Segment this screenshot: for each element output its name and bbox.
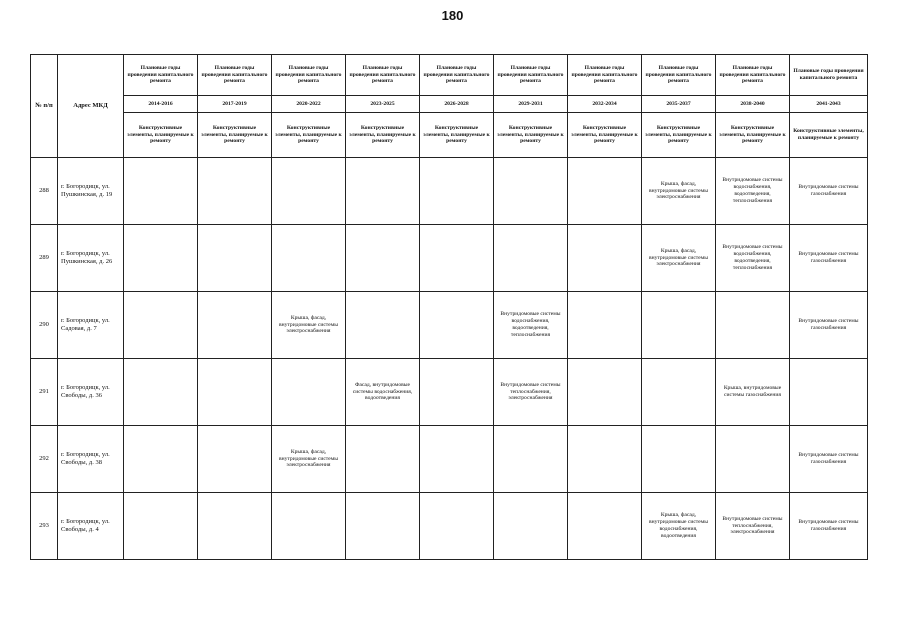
repair-cell: Внутридомовые системы газоснабжения <box>790 292 868 359</box>
repair-cell: Крыша, фасад, внутридомовые системы электроснабжения <box>642 158 716 225</box>
repair-cell: Внутридомовые системы газоснабжения <box>790 225 868 292</box>
repair-cell <box>272 158 346 225</box>
elements-header: Конструктивные элементы, планируемые к ремонту <box>494 113 568 158</box>
repair-cell <box>124 359 198 426</box>
table-row <box>31 493 868 560</box>
repair-cell: Внутридомовые системы водоснабжения, водоотведения, теплоснабжения <box>716 225 790 292</box>
repair-cell <box>642 426 716 493</box>
repair-cell: Крыша, внутридомовые системы газоснабжения <box>716 359 790 426</box>
capital-repair-table <box>30 54 868 560</box>
repair-cell <box>568 359 642 426</box>
repair-cell: Внутридомовые системы газоснабжения <box>790 493 868 560</box>
repair-cell <box>568 225 642 292</box>
address-column-header: Адрес МКД <box>58 55 124 158</box>
row-address: г. Богородицк, ул. Свободы, д. 4 <box>58 493 124 560</box>
repair-cell <box>346 426 420 493</box>
repair-cell <box>716 292 790 359</box>
repair-cell <box>346 292 420 359</box>
repair-cell <box>420 292 494 359</box>
period-title: Плановые годы проведения капитального ремонта <box>568 55 642 96</box>
repair-cell <box>272 493 346 560</box>
elements-header: Конструктивные элементы, планируемые к ремонту <box>272 113 346 158</box>
elements-header: Конструктивные элементы, планируемые к ремонту <box>568 113 642 158</box>
table-row <box>31 426 868 493</box>
elements-header: Конструктивные элементы, планируемые к ремонту <box>716 113 790 158</box>
elements-header: Конструктивные элементы, планируемые к ремонту <box>124 113 198 158</box>
repair-cell <box>420 225 494 292</box>
period-years: 2020-2022 <box>272 96 346 113</box>
repair-cell <box>198 225 272 292</box>
row-address: г. Богородицк, ул. Садовая, д. 7 <box>58 292 124 359</box>
period-years: 2038-2040 <box>716 96 790 113</box>
repair-cell: Внутридомовые системы водоснабжения, водоотведения, теплоснабжения <box>494 292 568 359</box>
elements-header: Конструктивные элементы, планируемые к ремонту <box>346 113 420 158</box>
repair-cell <box>568 292 642 359</box>
page-number: 180 <box>441 8 464 23</box>
table-row <box>31 292 868 359</box>
row-address: г. Богородицк, ул. Пушкинская, д. 19 <box>58 158 124 225</box>
repair-cell <box>494 225 568 292</box>
repair-cell: Крыша, фасад, внутридомовые системы электроснабжения <box>642 225 716 292</box>
period-years: 2029-2031 <box>494 96 568 113</box>
repair-cell <box>272 359 346 426</box>
row-address: г. Богородицк, ул. Свободы, д. 38 <box>58 426 124 493</box>
table-row <box>31 359 868 426</box>
period-title: Плановые годы проведения капитального ремонта <box>420 55 494 96</box>
elements-header: Конструктивные элементы, планируемые к ремонту <box>198 113 272 158</box>
repair-cell <box>494 493 568 560</box>
repair-cell <box>346 493 420 560</box>
row-address: г. Богородицк, ул. Пушкинская, д. 26 <box>58 225 124 292</box>
row-number: 292 <box>31 426 58 493</box>
period-years: 2035-2037 <box>642 96 716 113</box>
repair-cell: Крыша, фасад, внутридомовые системы электроснабжения <box>272 426 346 493</box>
period-title: Плановые годы проведения капитального ремонта <box>642 55 716 96</box>
repair-cell <box>642 292 716 359</box>
repair-cell <box>420 158 494 225</box>
period-title: Плановые годы проведения капитального ремонта <box>346 55 420 96</box>
period-years: 2026-2028 <box>420 96 494 113</box>
elements-header: Конструктивные элементы, планируемые к ремонту <box>420 113 494 158</box>
row-number: 293 <box>31 493 58 560</box>
repair-cell <box>198 493 272 560</box>
elements-header: Конструктивные элементы, планируемые к ремонту <box>642 113 716 158</box>
repair-cell <box>346 158 420 225</box>
repair-cell: Фасад, внутридомовые системы водоснабжения, водоотведения <box>346 359 420 426</box>
repair-cell <box>198 426 272 493</box>
row-number: 289 <box>31 225 58 292</box>
repair-cell: Крыша, фасад, внутридомовые системы электроснабжения <box>272 292 346 359</box>
repair-cell <box>790 359 868 426</box>
repair-cell: Внутридомовые системы теплоснабжения, электроснабжения <box>716 493 790 560</box>
repair-cell: Внутридомовые системы теплоснабжения, электроснабжения <box>494 359 568 426</box>
table-row <box>31 158 868 225</box>
row-number: 288 <box>31 158 58 225</box>
elements-header: Конструктивные элементы, планируемые к ремонту <box>790 113 868 158</box>
repair-cell: Внутридомовые системы водоснабжения, водоотведения, теплоснабжения <box>716 158 790 225</box>
period-years: 2017-2019 <box>198 96 272 113</box>
repair-cell <box>124 292 198 359</box>
repair-cell <box>420 359 494 426</box>
repair-cell <box>124 493 198 560</box>
table-row <box>31 225 868 292</box>
row-number: 290 <box>31 292 58 359</box>
repair-cell: Крыша, фасад, внутридомовые системы водоснабжения, водоотведения <box>642 493 716 560</box>
row-address: г. Богородицк, ул. Свободы, д. 36 <box>58 359 124 426</box>
repair-cell: Внутридомовые системы газоснабжения <box>790 158 868 225</box>
repair-cell <box>124 426 198 493</box>
period-title: Плановые годы проведения капитального ремонта <box>272 55 346 96</box>
repair-cell <box>494 426 568 493</box>
period-years: 2023-2025 <box>346 96 420 113</box>
repair-cell <box>568 158 642 225</box>
repair-cell <box>124 158 198 225</box>
repair-cell <box>198 158 272 225</box>
period-years: 2041-2043 <box>790 96 868 113</box>
repair-cell <box>716 426 790 493</box>
repair-cell <box>124 225 198 292</box>
repair-cell <box>568 493 642 560</box>
period-title: Плановые годы проведения капитального ремонта <box>716 55 790 96</box>
repair-cell <box>494 158 568 225</box>
repair-cell <box>642 359 716 426</box>
period-title: Плановые годы проведения капитального ремонта <box>494 55 568 96</box>
repair-cell <box>568 426 642 493</box>
num-column-header: № п/п <box>31 55 58 158</box>
repair-cell <box>346 225 420 292</box>
period-title: Плановые годы проведения капитального ремонта <box>790 55 868 96</box>
repair-cell <box>420 493 494 560</box>
period-title: Плановые годы проведения капитального ремонта <box>124 55 198 96</box>
repair-cell <box>198 292 272 359</box>
repair-cell <box>198 359 272 426</box>
row-number: 291 <box>31 359 58 426</box>
repair-cell <box>272 225 346 292</box>
repair-cell <box>420 426 494 493</box>
period-title: Плановые годы проведения капитального ремонта <box>198 55 272 96</box>
period-years: 2032-2034 <box>568 96 642 113</box>
repair-cell: Внутридомовые системы газоснабжения <box>790 426 868 493</box>
period-years: 2014-2016 <box>124 96 198 113</box>
